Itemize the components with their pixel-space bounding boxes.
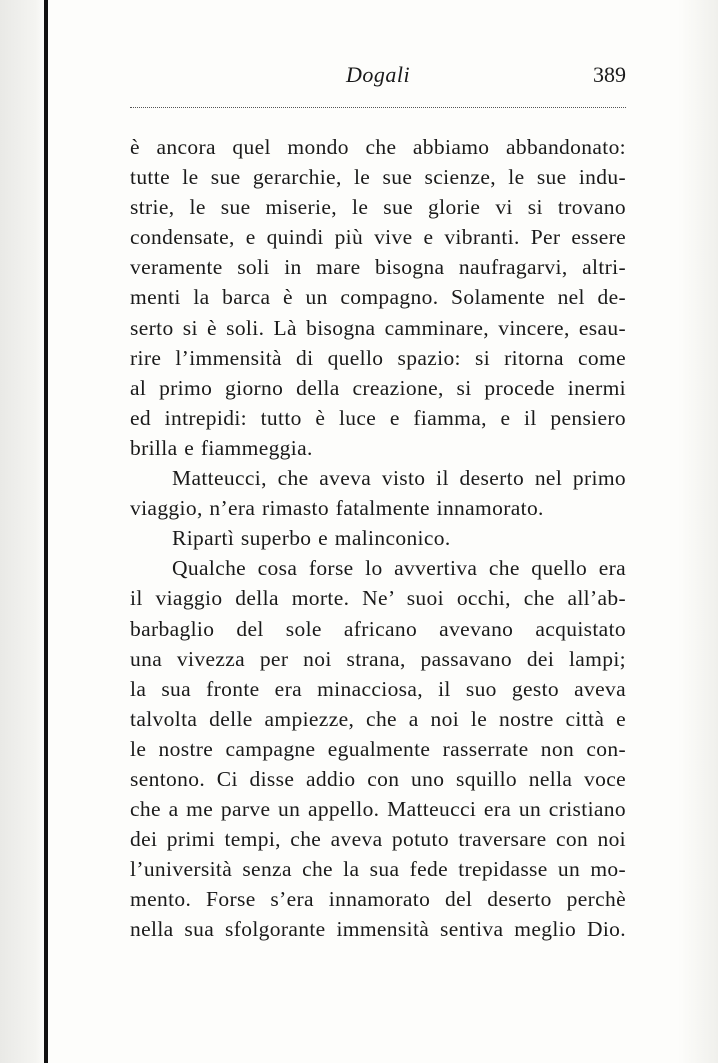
text-line: la sua fronte era minacciosa, il suo gesto aveva bbox=[130, 676, 626, 701]
text-line: che a me parve un appello. Matteucci era un cristiano bbox=[130, 797, 626, 822]
text-line: viaggio, n’era rimasto fatalmente innamorato. bbox=[130, 496, 544, 521]
text-line: Ripartì superbo e malinconico. bbox=[172, 526, 451, 551]
text-line: nella sua sfolgorante immensità sentiva meglio Dio. bbox=[130, 917, 626, 942]
text-line: veramente soli in mare bisogna naufragarvi, altri- bbox=[130, 255, 626, 280]
text-line: è ancora quel mondo che abbiamo abbandonato: bbox=[130, 135, 626, 159]
text-line: l’università senza che la sua fede trepidasse un mo- bbox=[130, 857, 626, 882]
text-line: menti la barca è un compagno. Solamente nel de- bbox=[130, 285, 626, 310]
text-line: tutte le sue gerarchie, le sue scienze, le sue indu- bbox=[130, 165, 626, 190]
text-line: condensate, e quindi più vive e vibranti. Per essere bbox=[130, 225, 626, 250]
text-line: una vivezza per noi strana, passavano dei lampi; bbox=[130, 646, 626, 671]
text-line: strie, le sue miserie, le sue glorie vi si trovano bbox=[130, 195, 626, 220]
body-text bbox=[130, 132, 626, 945]
text-line: Matteucci, che aveva visto il deserto nel primo bbox=[172, 466, 626, 491]
page-header bbox=[130, 62, 626, 92]
text-line: le nostre campagne egualmente rasserrate non con- bbox=[130, 736, 626, 761]
binding-edge bbox=[44, 0, 48, 1063]
text-line: rire l’immensità di quello spazio: si ritorna come bbox=[130, 345, 626, 370]
text-line: ed intrepidi: tutto è luce e fiamma, e il pensiero bbox=[130, 405, 626, 430]
text-line: mento. Forse s’era innamorato del deserto perchè bbox=[130, 887, 626, 912]
running-title: Dogali bbox=[345, 62, 411, 87]
text-line: dei primi tempi, che aveva potuto traversare con noi bbox=[130, 827, 626, 852]
page-number: 389 bbox=[593, 62, 626, 87]
text-line: barbaglio del sole africano avevano acquistato bbox=[130, 616, 626, 641]
text-line: brilla e fiammeggia. bbox=[130, 435, 313, 460]
text-line: al primo giorno della creazione, si procede inermi bbox=[130, 375, 626, 400]
text-line: serto si è soli. Là bisogna camminare, vincere, esau- bbox=[130, 315, 626, 340]
page-shadow bbox=[678, 0, 718, 1063]
text-line: il viaggio della morte. Ne’ suoi occhi, che all’ab- bbox=[130, 586, 626, 611]
header-rule bbox=[130, 107, 626, 108]
text-line: Qualche cosa forse lo avvertiva che quello era bbox=[172, 556, 626, 581]
scan-margin bbox=[0, 0, 44, 1063]
text-line: talvolta delle ampiezze, che a noi le nostre città e bbox=[130, 706, 626, 731]
text-line: sentono. Ci disse addio con uno squillo nella voce bbox=[130, 766, 626, 791]
